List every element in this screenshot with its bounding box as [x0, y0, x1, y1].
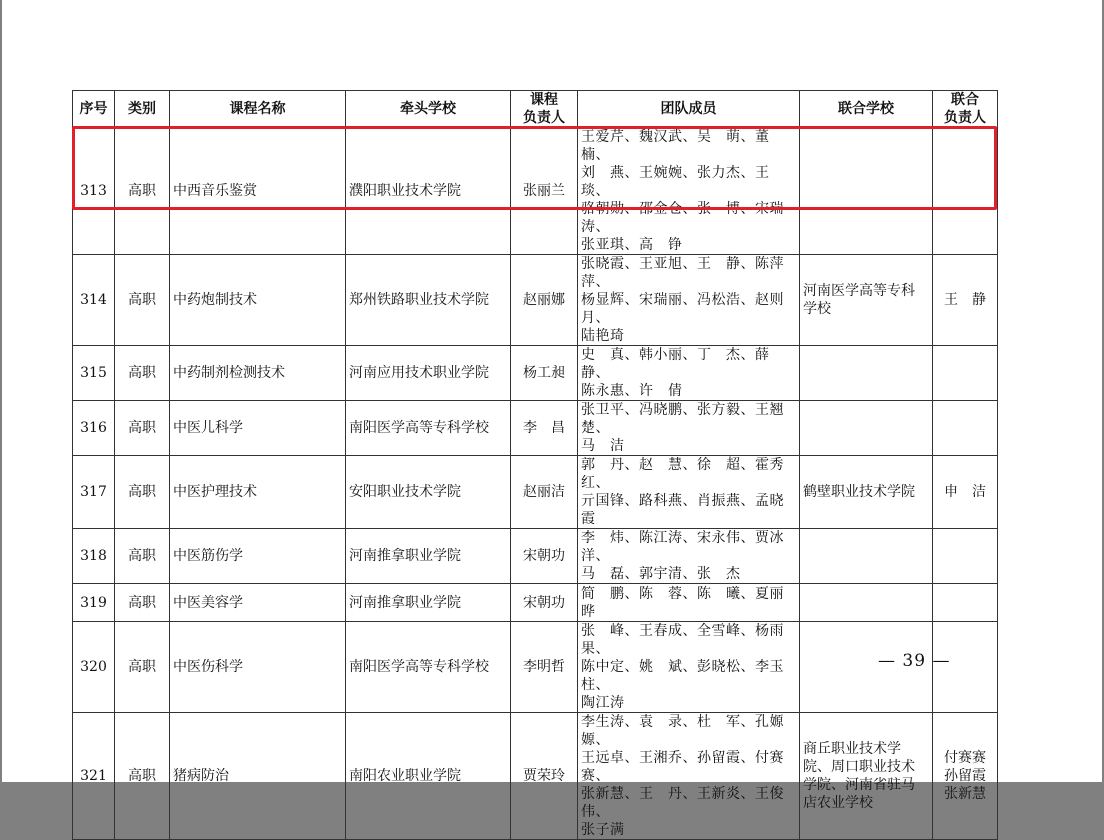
cell-course-leader: 贾荣玲 [511, 713, 578, 840]
cell-lead-school: 南阳农业职业学院 [346, 713, 511, 840]
table-row [73, 346, 998, 401]
cell-lead-school: 南阳医学高等专科学校 [346, 401, 511, 456]
cell-course-leader: 宋朝功 [511, 584, 578, 622]
table-row [73, 401, 998, 456]
cell-course: 猪病防治 [170, 713, 346, 840]
cell-seq: 317 [73, 456, 115, 529]
cell-course-leader: 宋朝功 [511, 529, 578, 584]
table-row [73, 128, 998, 255]
table-row [73, 622, 998, 713]
cell-course: 中医美容学 [170, 584, 346, 622]
cell-members: 李 炜、陈江涛、宋永伟、贾冰洋、 马 磊、郭宇清、张 杰 [578, 529, 800, 584]
cell-seq: 313 [73, 128, 115, 255]
table-row [73, 713, 998, 840]
header-partner-leader-label: 联合 负责人 [944, 92, 986, 126]
document-page [2, 0, 1102, 838]
cell-category: 高职 [115, 456, 170, 529]
cell-partner-leader: 付赛赛 孙留霞 张新慧 [933, 713, 998, 840]
header-course-leader-label: 课程 负责人 [523, 92, 565, 126]
cell-course-leader: 李明哲 [511, 622, 578, 713]
cell-lead-school: 河南推拿职业学院 [346, 584, 511, 622]
cell-category: 高职 [115, 622, 170, 713]
cell-category: 高职 [115, 128, 170, 255]
cell-lead-school: 濮阳职业技术学院 [346, 128, 511, 255]
page-number: — 39 — [878, 651, 951, 671]
cell-seq: 316 [73, 401, 115, 456]
cell-course: 中药炮制技术 [170, 255, 346, 346]
cell-partner-leader [933, 584, 998, 622]
table-header-row [73, 91, 998, 128]
cell-course-leader: 赵丽洁 [511, 456, 578, 529]
cell-course: 中药制剂检测技术 [170, 346, 346, 401]
header-lead-school: 牵头学校 [346, 91, 511, 128]
cell-course: 中医儿科学 [170, 401, 346, 456]
cell-seq: 315 [73, 346, 115, 401]
cell-course: 中西音乐鉴赏 [170, 128, 346, 255]
header-course-leader [511, 91, 578, 128]
cell-partner-leader [933, 401, 998, 456]
cell-lead-school: 郑州铁路职业技术学院 [346, 255, 511, 346]
cell-lead-school: 安阳职业技术学院 [346, 456, 511, 529]
cell-course-leader: 杨工昶 [511, 346, 578, 401]
cell-seq: 321 [73, 713, 115, 840]
cell-partner-leader: 申 洁 [933, 456, 998, 529]
cell-partner-school: 河南医学高等专科 学校 [800, 255, 933, 346]
cell-partner-school: 商丘职业技术学 院、周口职业技术 学院、河南省驻马 店农业学校 [800, 713, 933, 840]
cell-partner-school [800, 346, 933, 401]
header-seq: 序号 [73, 91, 115, 128]
cell-lead-school: 河南应用技术职业学院 [346, 346, 511, 401]
header-members: 团队成员 [578, 91, 800, 128]
cell-course: 中医伤科学 [170, 622, 346, 713]
header-course: 课程名称 [170, 91, 346, 128]
cell-seq: 320 [73, 622, 115, 713]
cell-category: 高职 [115, 401, 170, 456]
cell-seq: 314 [73, 255, 115, 346]
cell-partner-leader [933, 346, 998, 401]
cell-seq: 319 [73, 584, 115, 622]
cell-members: 张晓霞、王亚旭、王 静、陈萍萍、 杨显辉、宋瑞丽、冯松浩、赵则月、 陆艳琦 [578, 255, 800, 346]
cell-members: 张卫平、冯晓鹏、张方毅、王翘楚、 马 洁 [578, 401, 800, 456]
cell-category: 高职 [115, 346, 170, 401]
header-category: 类别 [115, 91, 170, 128]
cell-course-leader: 李 昌 [511, 401, 578, 456]
cell-members: 李生涛、袁 录、杜 军、孔嫄嫄、 王远卓、王湘乔、孙留霞、付赛赛、 张新慧、王 丹、王新炎、王俊伟、 张子满 [578, 713, 800, 840]
cell-partner-school [800, 584, 933, 622]
cell-partner-school [800, 529, 933, 584]
cell-partner-leader: 王 静 [933, 255, 998, 346]
cell-lead-school: 河南推拿职业学院 [346, 529, 511, 584]
header-partner-leader [933, 91, 998, 128]
table-row [73, 529, 998, 584]
cell-members: 史 真、韩小丽、丁 杰、薛 静、 陈永惠、许 倩 [578, 346, 800, 401]
cell-category: 高职 [115, 255, 170, 346]
table-row [73, 584, 998, 622]
table-row [73, 456, 998, 529]
cell-partner-school: 鹤壁职业技术学院 [800, 456, 933, 529]
cell-lead-school: 南阳医学高等专科学校 [346, 622, 511, 713]
cell-members: 张 峰、王春成、全雪峰、杨雨果、 陈中定、姚 斌、彭晓松、李玉柱、 陶江涛 [578, 622, 800, 713]
cell-partner-school [800, 128, 933, 255]
table-row [73, 255, 998, 346]
cell-partner-school [800, 401, 933, 456]
cell-course: 中医筋伤学 [170, 529, 346, 584]
cell-seq: 318 [73, 529, 115, 584]
course-table [72, 90, 998, 840]
cell-partner-leader [933, 128, 998, 255]
cell-course-leader: 赵丽娜 [511, 255, 578, 346]
header-partner-school: 联合学校 [800, 91, 933, 128]
cell-members: 郭 丹、赵 慧、徐 超、霍秀红、 亓国锋、路科燕、肖振燕、孟晓霞 [578, 456, 800, 529]
cell-members: 简 鹏、陈 蓉、陈 曦、夏丽晔 [578, 584, 800, 622]
cell-partner-leader [933, 529, 998, 584]
cell-category: 高职 [115, 713, 170, 840]
cell-category: 高职 [115, 529, 170, 584]
cell-course: 中医护理技术 [170, 456, 346, 529]
cell-course-leader: 张丽兰 [511, 128, 578, 255]
cell-members: 王爱芹、魏汉武、吴 萌、董 楠、 刘 燕、王婉婉、张力杰、王 琰、 骆朝勋、邵金仓、张 博、宋瑞涛、 张亚琪、高 铮 [578, 128, 800, 255]
cell-category: 高职 [115, 584, 170, 622]
